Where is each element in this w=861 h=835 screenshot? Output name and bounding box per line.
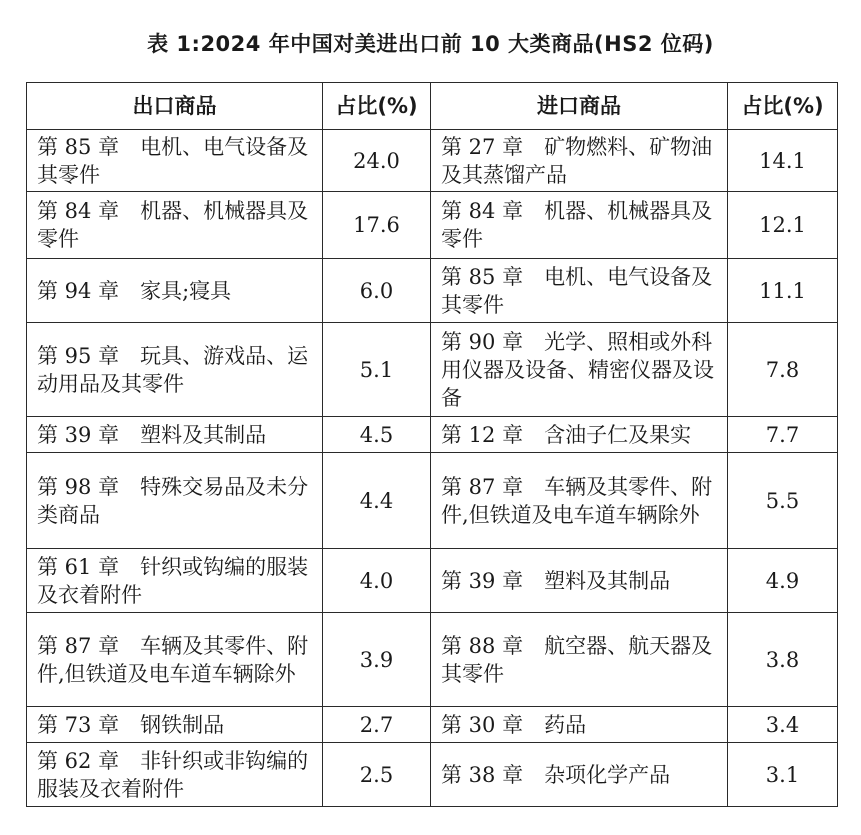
table-caption: 表 1:2024 年中国对美进出口前 10 大类商品(HS2 位码) <box>147 32 714 56</box>
import-share: 5.5 <box>728 453 838 549</box>
export-item: 第 95 章 玩具、游戏品、运动用品及其零件 <box>27 323 323 417</box>
export-share: 2.7 <box>323 707 431 743</box>
header-import-goods: 进口商品 <box>431 83 728 130</box>
import-share: 4.9 <box>728 549 838 613</box>
export-item: 第 85 章 电机、电气设备及其零件 <box>27 130 323 192</box>
header-export-share: 占比(%) <box>323 83 431 130</box>
export-share: 3.9 <box>323 613 431 707</box>
import-item: 第 12 章 含油子仁及果实 <box>431 417 728 453</box>
export-item: 第 98 章 特殊交易品及未分类商品 <box>27 453 323 549</box>
export-share: 24.0 <box>323 130 431 192</box>
import-share: 3.4 <box>728 707 838 743</box>
table-row <box>27 743 838 807</box>
table-row <box>27 259 838 323</box>
import-share: 3.8 <box>728 613 838 707</box>
trade-table <box>26 82 838 807</box>
table-row <box>27 417 838 453</box>
export-share: 6.0 <box>323 259 431 323</box>
import-share: 7.8 <box>728 323 838 417</box>
export-share: 5.1 <box>323 323 431 417</box>
table-row <box>27 613 838 707</box>
import-item: 第 38 章 杂项化学产品 <box>431 743 728 807</box>
header-export-goods: 出口商品 <box>27 83 323 130</box>
export-item: 第 84 章 机器、机械器具及零件 <box>27 192 323 259</box>
import-item: 第 88 章 航空器、航天器及其零件 <box>431 613 728 707</box>
import-share: 11.1 <box>728 259 838 323</box>
export-item: 第 39 章 塑料及其制品 <box>27 417 323 453</box>
export-share: 2.5 <box>323 743 431 807</box>
import-item: 第 84 章 机器、机械器具及零件 <box>431 192 728 259</box>
header-row <box>27 83 838 130</box>
import-share: 7.7 <box>728 417 838 453</box>
export-item: 第 73 章 钢铁制品 <box>27 707 323 743</box>
import-item: 第 39 章 塑料及其制品 <box>431 549 728 613</box>
header-import-share: 占比(%) <box>728 83 838 130</box>
table-row <box>27 192 838 259</box>
table-row <box>27 549 838 613</box>
export-item: 第 94 章 家具;寝具 <box>27 259 323 323</box>
import-share: 3.1 <box>728 743 838 807</box>
export-share: 4.4 <box>323 453 431 549</box>
export-item: 第 87 章 车辆及其零件、附件,但铁道及电车道车辆除外 <box>27 613 323 707</box>
export-share: 4.5 <box>323 417 431 453</box>
import-item: 第 27 章 矿物燃料、矿物油及其蒸馏产品 <box>431 130 728 192</box>
import-item: 第 85 章 电机、电气设备及其零件 <box>431 259 728 323</box>
import-item: 第 30 章 药品 <box>431 707 728 743</box>
table-row <box>27 323 838 417</box>
import-share: 12.1 <box>728 192 838 259</box>
export-share: 17.6 <box>323 192 431 259</box>
table-row <box>27 130 838 192</box>
export-item: 第 61 章 针织或钩编的服装及衣着附件 <box>27 549 323 613</box>
export-share: 4.0 <box>323 549 431 613</box>
export-item: 第 62 章 非针织或非钩编的服装及衣着附件 <box>27 743 323 807</box>
table-row <box>27 453 838 549</box>
table-row <box>27 707 838 743</box>
import-share: 14.1 <box>728 130 838 192</box>
import-item: 第 87 章 车辆及其零件、附件,但铁道及电车道车辆除外 <box>431 453 728 549</box>
import-item: 第 90 章 光学、照相或外科用仪器及设备、精密仪器及设备 <box>431 323 728 417</box>
